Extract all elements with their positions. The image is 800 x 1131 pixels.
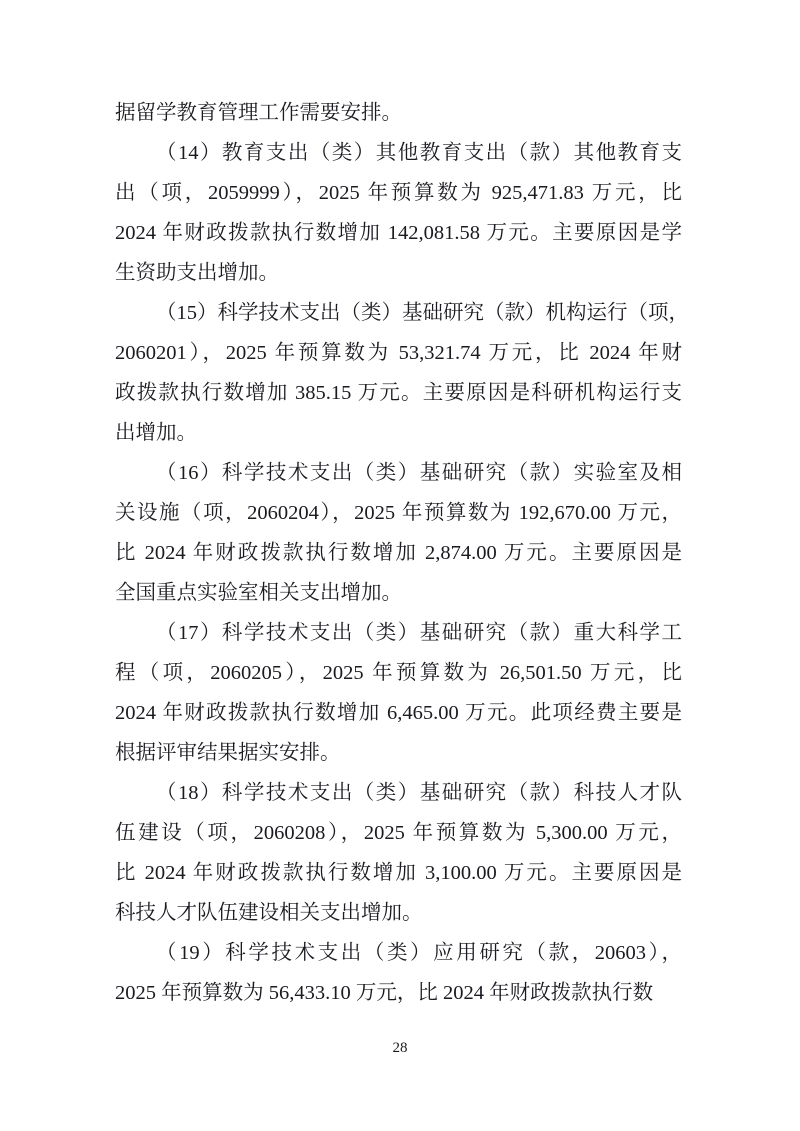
text-line: （16）科学技术支出（类）基础研究（款）实验室及相 [156, 462, 682, 484]
text-line: 伍建设（项，2060208），2025 年预算数为 5,300.00 万元， [115, 822, 682, 844]
text-line: （17）科学技术支出（类）基础研究（款）重大科学工 [156, 622, 682, 644]
text-line: （14）教育支出（类）其他教育支出（款）其他教育支 [156, 142, 682, 164]
text-line: 出增加。 [115, 422, 197, 444]
paragraph [115, 293, 689, 453]
text-line: 根据评审结果据实安排。 [115, 742, 341, 764]
text-line: 生资助支出增加。 [115, 262, 279, 284]
text-line: 比 2024 年财政拨款执行数增加 2,874.00 万元。主要原因是 [115, 542, 682, 564]
page-number: 28 [392, 1040, 408, 1056]
text-line: （18）科学技术支出（类）基础研究（款）科技人才队 [156, 782, 682, 804]
paragraph [115, 773, 682, 933]
paragraph [115, 453, 682, 613]
text-line: （19）科学技术支出（类）应用研究（款，20603）， [156, 942, 682, 964]
paragraph [115, 133, 682, 293]
text-line: 政拨款执行数增加 385.15 万元。主要原因是科研机构运行支 [115, 382, 682, 404]
text-line: 2060201），2025 年预算数为 53,321.74 万元，比 2024 年财 [115, 342, 682, 364]
text-line: 2024 年财政拨款执行数增加 6,465.00 万元。此项经费主要是 [115, 702, 682, 724]
text-line: 2024 年财政拨款执行数增加 142,081.58 万元。主要原因是学 [115, 222, 682, 244]
text-line: 关设施（项，2060204），2025 年预算数为 192,670.00 万元， [115, 502, 682, 524]
text-line: 比 2024 年财政拨款执行数增加 3,100.00 万元。主要原因是 [115, 862, 682, 884]
paragraph [115, 613, 682, 773]
text-line: 据留学教育管理工作需要安排。 [115, 102, 402, 124]
text-line: 科技人才队伍建设相关支出增加。 [115, 902, 423, 924]
text-line: 全国重点实验室相关支出增加。 [115, 582, 402, 604]
text-line: 2025 年预算数为 56,433.10 万元，比 2024 年财政拨款执行数 [115, 982, 654, 1004]
text-line: 出（项，2059999），2025 年预算数为 925,471.83 万元，比 [115, 182, 682, 204]
document-body [115, 93, 689, 1013]
text-line: （15）科学技术支出（类）基础研究（款）机构运行（项， [156, 302, 689, 324]
paragraph [115, 93, 682, 133]
text-line: 程（项，2060205），2025 年预算数为 26,501.50 万元，比 [115, 662, 682, 684]
paragraph [115, 933, 682, 1013]
